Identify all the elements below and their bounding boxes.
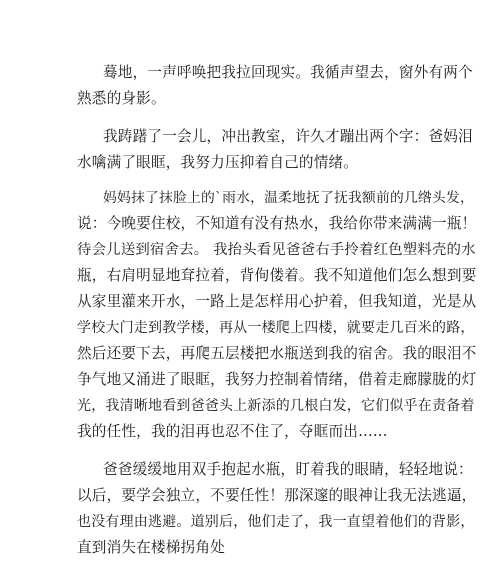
text-line: 妈妈抹了抹脸上的`雨水，温柔地抚了抚我额前的几绺头发， <box>103 190 475 206</box>
text-line: 然后还要下去，再爬五层楼把水瓶送到我的宿舍。我的眼泪不 <box>77 345 477 362</box>
text-line: 我的任性，我的泪再也忍不住了，夺眶而出…… <box>77 423 388 440</box>
text-line: 学校大门走到教学楼，再从一楼爬上四楼，就要走几百米的路， <box>77 320 475 336</box>
text-line: 蓦地，一声呼唤把我拉回现实。我循声望去，窗外有两个 <box>103 64 473 81</box>
text-line: 瓶，右肩明显地耷拉着，背佝偻着。我不知道他们怎么想到要 <box>77 267 477 284</box>
text-line: 争气地又涌进了眼眶，我努力控制着情绪，借着走廊朦胧的灯 <box>77 371 477 388</box>
text-line: 说：今晚要住校，不知道有没有热水，我给你带来满满一瓶！ <box>77 215 477 232</box>
text-line: 光，我清晰地看到爸爸头上新添的几根白发，它们似乎在责备着 <box>77 398 475 414</box>
text-line: 我踌躇了一会儿，冲出教室，许久才蹦出两个字：爸妈泪 <box>103 128 473 145</box>
text-line: 待会儿送到宿舍去。 我抬头看见爸爸右手拎着红色塑料壳的水 <box>77 242 476 258</box>
text-line: 爸爸缓缓地用双手抱起水瓶，盯着我的眼睛，轻轻地说： <box>103 461 473 478</box>
text-line: 熟悉的身影。 <box>77 90 166 107</box>
text-line: 水噙满了眼眶，我努力压抑着自己的情绪。 <box>77 154 359 171</box>
text-line: 直到消失在楼梯拐角处 <box>77 539 225 556</box>
text-line: 从家里灌来开水，一路上是怎样用心护着，但我知道，光是从 <box>77 293 477 310</box>
text-line: 以后，要学会独立，不要任性！那深邃的眼神让我无法逃逼， <box>77 487 477 504</box>
text-line: 也没有理由逃避。道别后，他们走了，我一直望着他们的背影， <box>77 514 475 530</box>
